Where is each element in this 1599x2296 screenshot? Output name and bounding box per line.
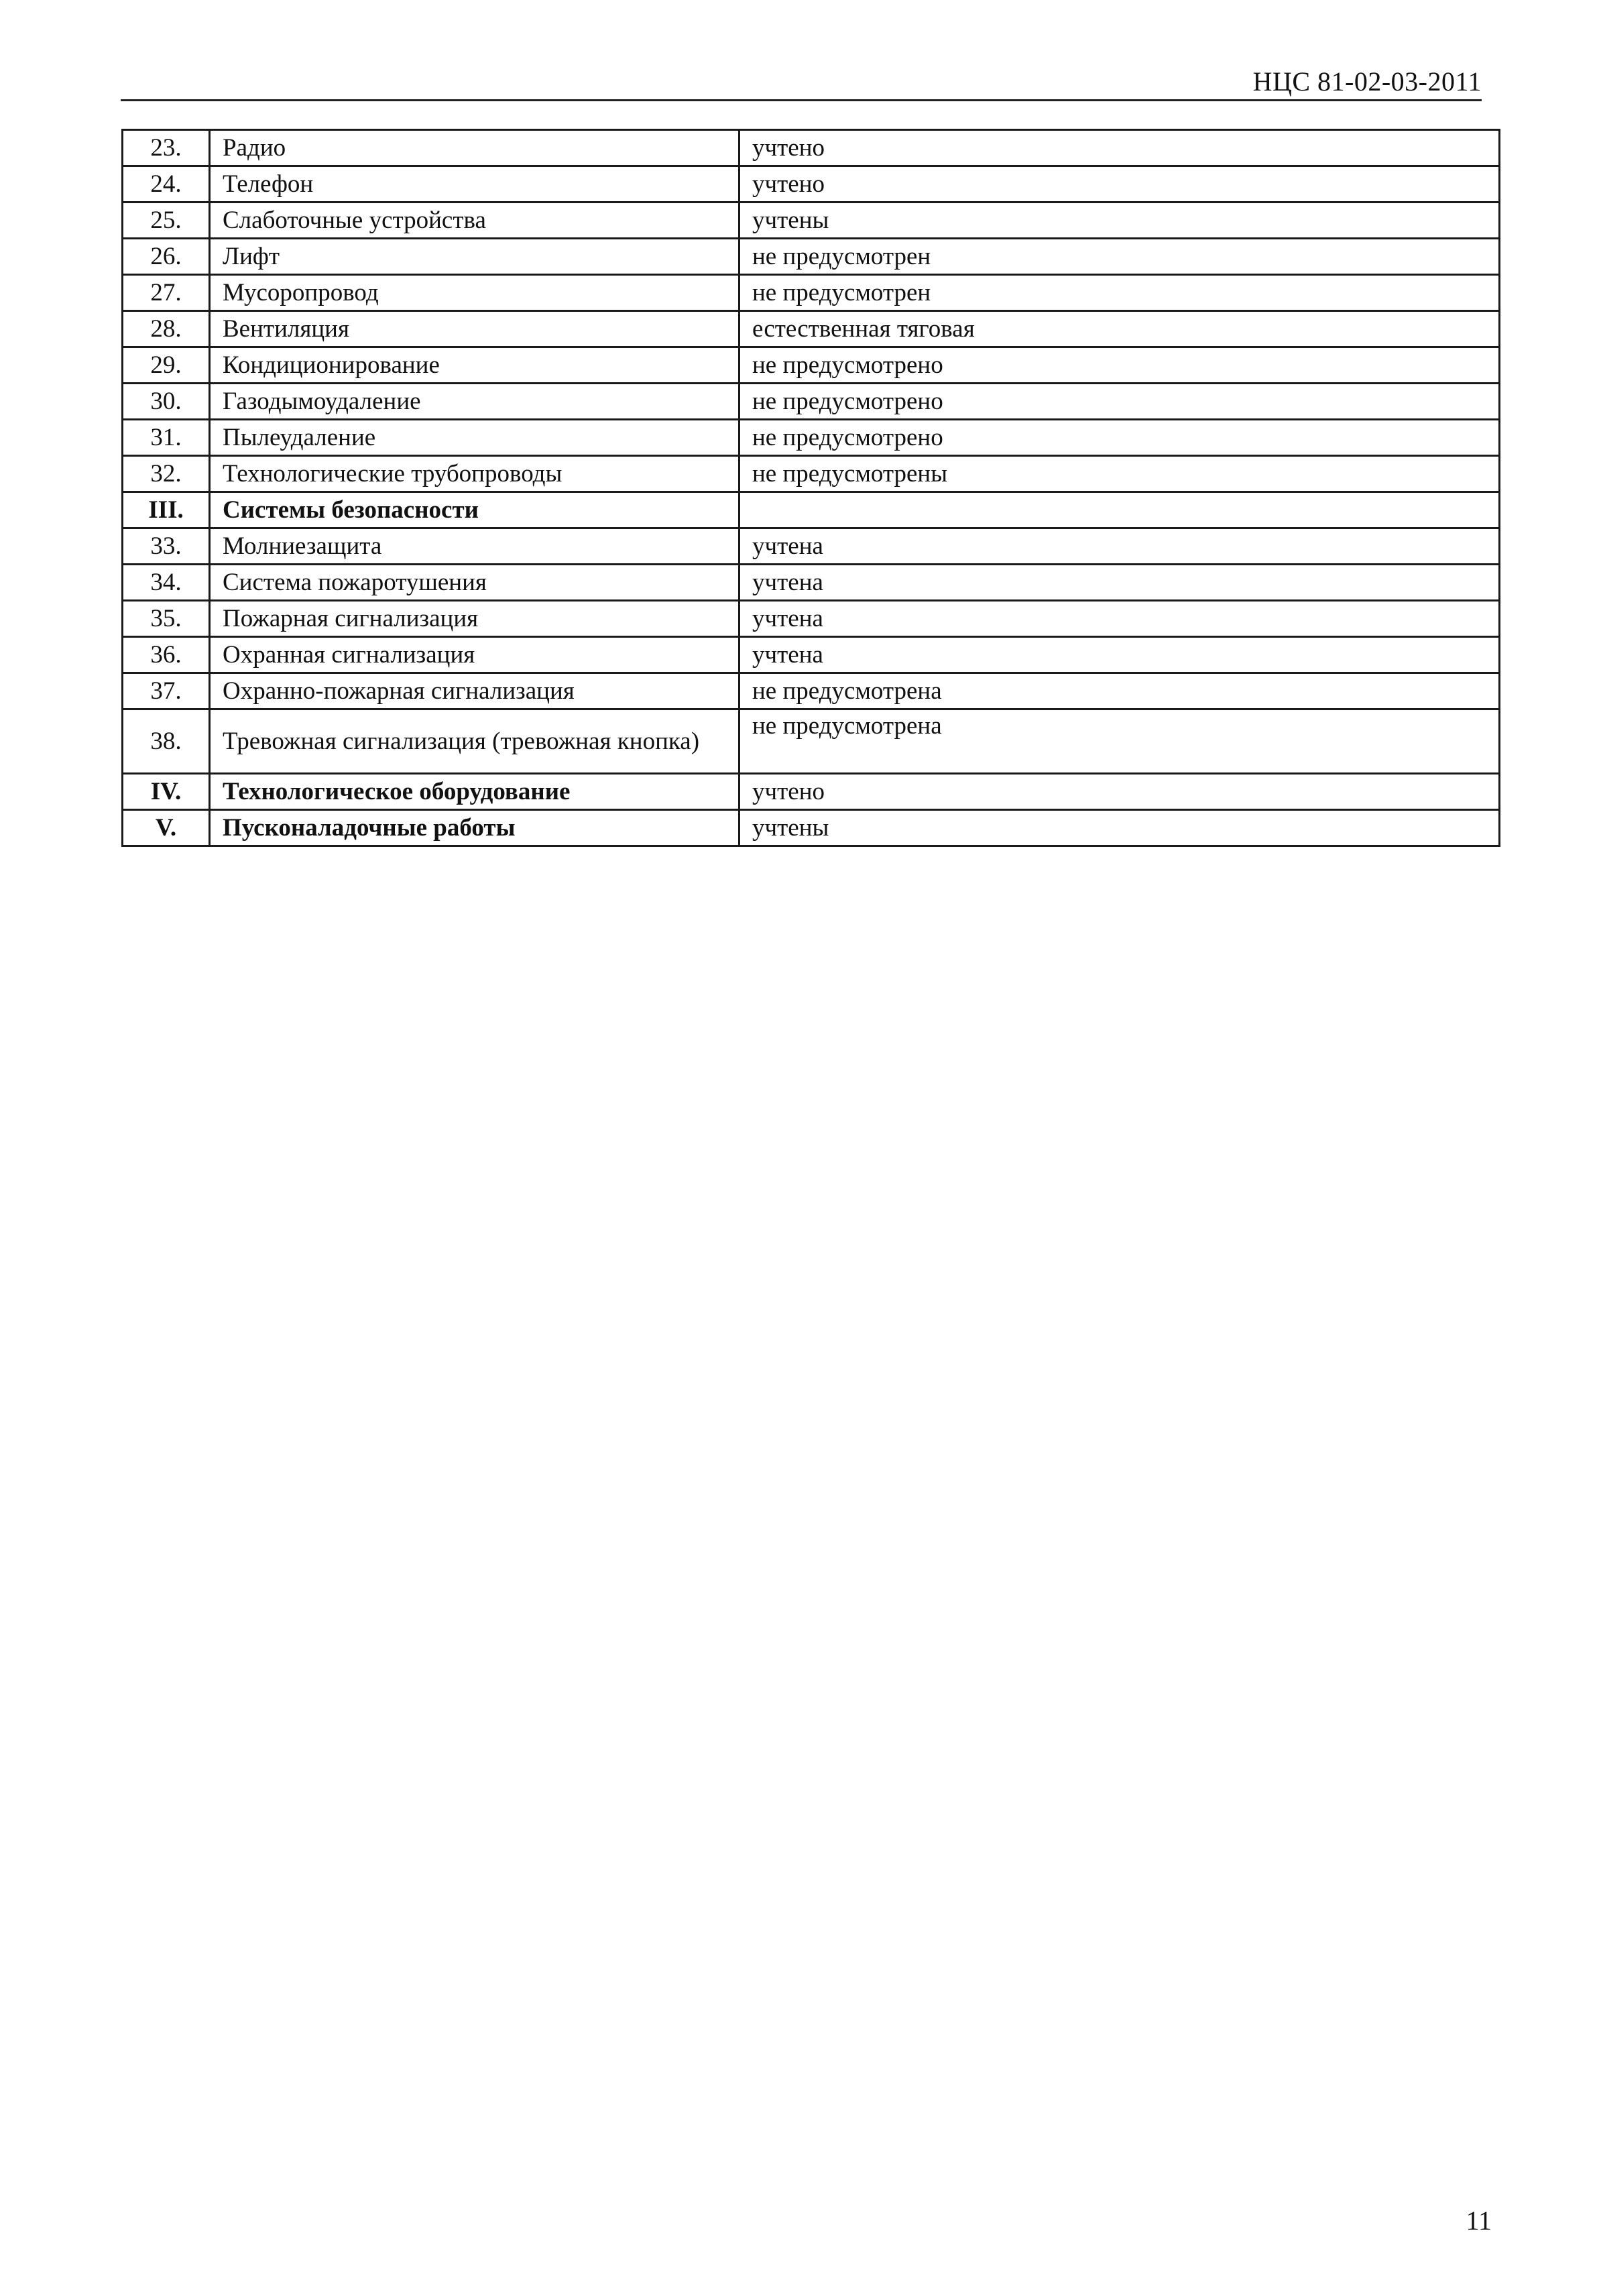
row-name: Пылеудаление	[210, 420, 739, 456]
row-name: Радио	[210, 130, 739, 166]
table-row	[123, 456, 1500, 492]
table-row	[123, 275, 1500, 311]
row-value: учтена	[739, 565, 1500, 601]
section-number: V.	[123, 810, 210, 846]
table-row	[123, 203, 1500, 239]
row-value: учтена	[739, 637, 1500, 673]
row-number: 26.	[123, 239, 210, 275]
row-number: 23.	[123, 130, 210, 166]
row-value: учтена	[739, 601, 1500, 637]
row-number: 36.	[123, 637, 210, 673]
row-value: не предусмотрена	[739, 673, 1500, 709]
table-row	[123, 637, 1500, 673]
table-row	[123, 311, 1500, 347]
row-value: не предусмотрено	[739, 384, 1500, 420]
row-number: 33.	[123, 528, 210, 565]
section-value	[739, 492, 1500, 528]
row-name: Слаботочные устройства	[210, 203, 739, 239]
row-number: 29.	[123, 347, 210, 384]
row-number: 24.	[123, 166, 210, 203]
row-value: не предусмотрено	[739, 347, 1500, 384]
table-row	[123, 601, 1500, 637]
row-number: 31.	[123, 420, 210, 456]
section-value: учтено	[739, 774, 1500, 810]
row-value: учтено	[739, 166, 1500, 203]
row-name: Система пожаротушения	[210, 565, 739, 601]
row-value: учтено	[739, 130, 1500, 166]
table-row	[123, 130, 1500, 166]
table-row	[123, 384, 1500, 420]
table-row	[123, 239, 1500, 275]
section-number: III.	[123, 492, 210, 528]
row-value: учтена	[739, 528, 1500, 565]
row-name: Телефон	[210, 166, 739, 203]
row-name: Пожарная сигнализация	[210, 601, 739, 637]
section-title: Системы безопасности	[210, 492, 739, 528]
section-value: учтены	[739, 810, 1500, 846]
row-number: 34.	[123, 565, 210, 601]
row-value: не предусмотрен	[739, 239, 1500, 275]
section-row	[123, 774, 1500, 810]
row-number: 38.	[123, 709, 210, 774]
section-row	[123, 492, 1500, 528]
row-name: Вентиляция	[210, 311, 739, 347]
row-name: Лифт	[210, 239, 739, 275]
row-value: не предусмотрена	[739, 709, 1500, 774]
table-row	[123, 673, 1500, 709]
row-number: 32.	[123, 456, 210, 492]
section-title: Пусконаладочные работы	[210, 810, 739, 846]
row-name: Молниезащита	[210, 528, 739, 565]
table-row	[123, 420, 1500, 456]
row-name: Охранно-пожарная сигнализация	[210, 673, 739, 709]
row-number: 30.	[123, 384, 210, 420]
row-number: 37.	[123, 673, 210, 709]
row-name: Мусоропровод	[210, 275, 739, 311]
row-name: Технологические трубопроводы	[210, 456, 739, 492]
document-code: НЦС 81-02-03-2011	[1252, 66, 1482, 97]
table-row	[123, 565, 1500, 601]
row-number: 25.	[123, 203, 210, 239]
row-value: не предусмотрен	[739, 275, 1500, 311]
row-value: не предусмотрены	[739, 456, 1500, 492]
header-rule	[121, 99, 1482, 101]
table-row	[123, 528, 1500, 565]
table-row	[123, 709, 1500, 774]
specification-table	[121, 129, 1500, 847]
row-number: 28.	[123, 311, 210, 347]
table-row	[123, 347, 1500, 384]
section-title: Технологическое оборудование	[210, 774, 739, 810]
row-value: естественная тяговая	[739, 311, 1500, 347]
row-name: Охранная сигнализация	[210, 637, 739, 673]
row-number: 27.	[123, 275, 210, 311]
row-value: не предусмотрено	[739, 420, 1500, 456]
row-name: Кондиционирование	[210, 347, 739, 384]
section-number: IV.	[123, 774, 210, 810]
table-row	[123, 166, 1500, 203]
section-row	[123, 810, 1500, 846]
row-name: Газодымоудаление	[210, 384, 739, 420]
row-value: учтены	[739, 203, 1500, 239]
row-number: 35.	[123, 601, 210, 637]
row-name: Тревожная сигнализация (тревожная кнопка)	[210, 709, 739, 774]
page-number: 11	[1466, 2205, 1492, 2236]
